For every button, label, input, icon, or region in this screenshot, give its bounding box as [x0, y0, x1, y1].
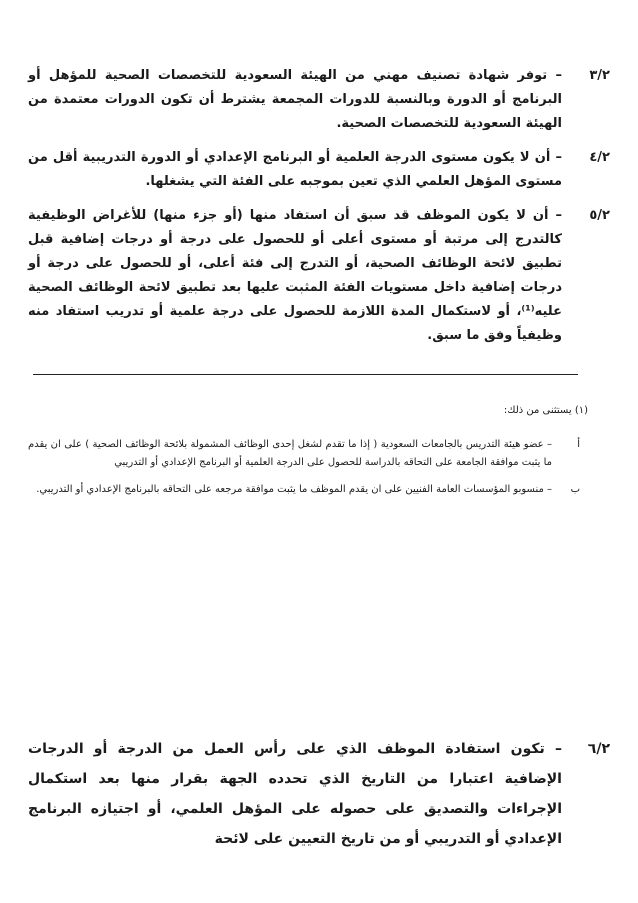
- clause-number: ٥/٢: [589, 208, 610, 223]
- clause-text: – أن لا يكون مستوى الدرجة العلمية أو البرنامج الإعدادي أو الدورة التدريبية أقل من مستوى المؤهل العلمي الذي تعين بموجبه على الفئة التي يشغلها.: [28, 150, 562, 189]
- footnote-mark: أ: [577, 439, 580, 450]
- clause-text: – تكون استفادة الموظف الذي على رأس العمل من الدرجة أو الدرجات الإضافية اعتبارا من التاريخ الذي تحدده الجهة بقرار منها بعد استكمال الإجراءات والتصديق على حصوله على المؤهل العلمي، أو اجتيازه البرنامج الإعدادي أو التدريبي أو من تاريخ التعيين على لائحة: [28, 741, 562, 847]
- clause-2-6: [28, 734, 610, 854]
- clause-text: – توفر شهادة تصنيف مهني من الهيئة السعودية للتخصصات الصحية للمؤهل أو البرنامج أو الدورة وبالنسبة للدورات المجمعة يشترط أن تكون الدورات معتمدة من الهيئة السعودية للتخصصات الصحية.: [28, 68, 562, 131]
- footnote-item-a: [28, 436, 580, 472]
- clause-2-5: [28, 204, 610, 348]
- clause-text: – أن لا يكون الموظف قد سبق أن استفاد منها (أو جزء منها) للأغراض الوظيفية كالتدرج إلى مرتبة أو مستوى أعلى أو للحصول على درجة أو درجات إضافية قبل تطبيق لائحة الوظائف الصحية، أو التدرج إلى فئة أعلى، أو للحصول على درجة أو درجات إضافية داخل مستويات الفئة المثبت عليها بعد تطبيق لائحة الوظائف الصحية عليه⁽¹⁾، أو لاستكمال المدة اللازمة للحصول على درجة علمية أو تدريب استفاد منه وظيفياً وفق ما سبق.: [28, 208, 562, 343]
- clause-number: ٣/٢: [589, 68, 610, 83]
- clause-number: ٤/٢: [589, 150, 610, 165]
- footnote-text: – منسوبو المؤسسات العامة الفنيين على ان يقدم الموظف ما يثبت موافقة مرجعه على التحاقه بالبرنامج الإعدادي أو التدريبي.: [36, 484, 552, 495]
- footnote-heading: (١) يستثنى من ذلك:: [503, 405, 588, 416]
- clause-2-3: [28, 64, 610, 136]
- footnote-mark: ب: [570, 484, 580, 495]
- footnote-text: – عضو هيئة التدريس بالجامعات السعودية ( إذا ما تقدم لشغل إحدى الوظائف المشمولة بلائحة الوظائف الصحية ) على ان يقدم ما يثبت موافقة الجامعة على التحاقه بالدراسة للحصول على الدرجة العلمية أو البرنامج الإعدادي أو التدريبي: [28, 439, 552, 468]
- clause-2-4: [28, 146, 610, 194]
- clause-number: ٦/٢: [587, 741, 610, 757]
- footnote-item-b: [28, 481, 580, 499]
- footnote-separator: [33, 374, 578, 375]
